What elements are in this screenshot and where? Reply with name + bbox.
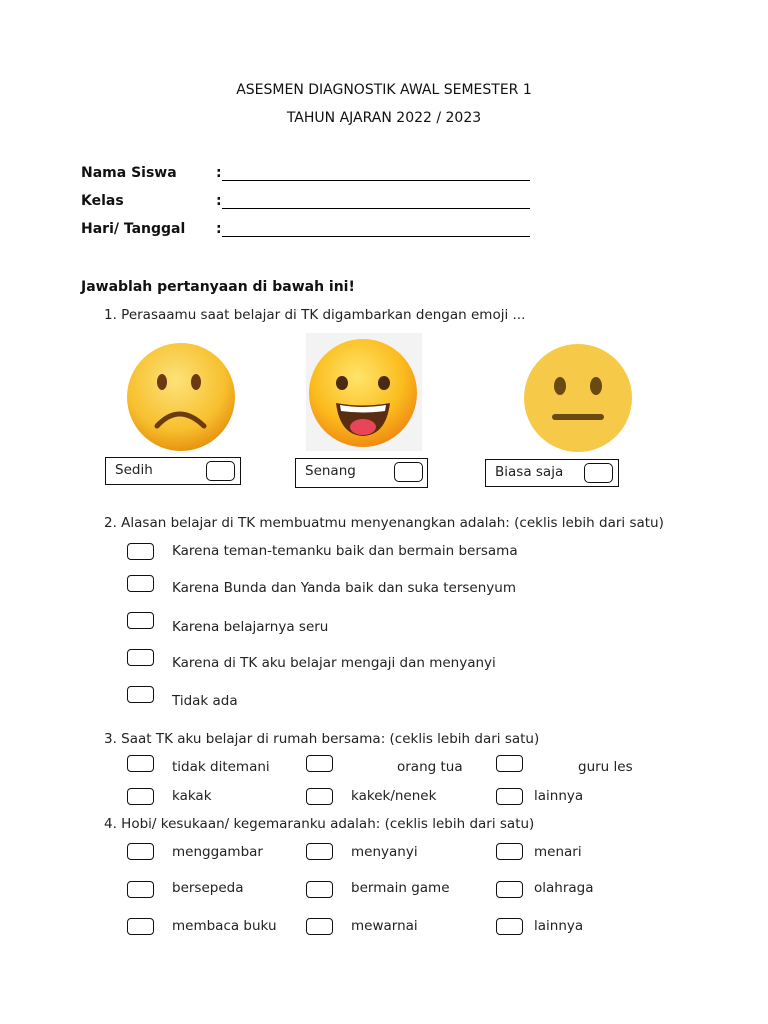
field-label-kelas: Kelas [81, 193, 124, 209]
question-3: 3. Saat TK aku belajar di rumah bersama: (ceklis lebih dari satu) [104, 731, 540, 747]
q4-option-9: lainnya [534, 918, 584, 934]
checkbox-q4-3[interactable] [496, 843, 523, 860]
field-colon-nama: : [216, 165, 222, 181]
instructions: Jawablah pertanyaan di bawah ini! [81, 279, 355, 295]
question-4: 4. Hobi/ kesukaan/ kegemaranku adalah: (ceklis lebih dari satu) [104, 816, 535, 832]
option-senang[interactable] [295, 458, 428, 488]
q2-option-2: Karena Bunda dan Yanda baik dan suka tersenyum [172, 580, 516, 596]
field-colon-kelas: : [216, 193, 222, 209]
checkbox-q3-3[interactable] [496, 755, 523, 772]
option-biasa-saja-label: Biasa saja [495, 464, 564, 480]
page-subtitle: TAHUN AJARAN 2022 / 2023 [286, 110, 482, 126]
page-title: ASESMEN DIAGNOSTIK AWAL SEMESTER 1 [236, 82, 532, 98]
checkbox-q2-5[interactable] [127, 686, 154, 703]
kelas-input-line[interactable] [222, 208, 530, 209]
checkbox-q3-6[interactable] [496, 788, 523, 805]
checkbox-q2-3[interactable] [127, 612, 154, 629]
q4-option-8: mewarnai [351, 918, 418, 934]
q4-option-6: olahraga [534, 880, 594, 896]
q3-option-3: guru les [578, 759, 633, 775]
q4-option-1: menggambar [172, 844, 263, 860]
q2-option-1: Karena teman-temanku baik dan bermain bersama [172, 543, 518, 559]
q3-option-6: lainnya [534, 788, 584, 804]
field-label-nama: Nama Siswa [81, 165, 177, 181]
checkbox-q4-2[interactable] [306, 843, 333, 860]
option-sedih[interactable] [105, 457, 241, 485]
q4-option-7: membaca buku [172, 918, 277, 934]
checkbox-q2-1[interactable] [127, 543, 154, 560]
q4-option-4: bersepeda [172, 880, 244, 896]
checkbox-q2-2[interactable] [127, 575, 154, 592]
checkbox-q3-5[interactable] [306, 788, 333, 805]
checkbox-q3-1[interactable] [127, 755, 154, 772]
checkbox-q4-6[interactable] [496, 881, 523, 898]
checkbox-biasa-saja[interactable] [584, 463, 613, 483]
question-2: 2. Alasan belajar di TK membuatmu menyenangkan adalah: (ceklis lebih dari satu) [104, 515, 664, 531]
checkbox-q4-9[interactable] [496, 918, 523, 935]
checkbox-q4-1[interactable] [127, 843, 154, 860]
option-biasa-saja[interactable] [485, 459, 619, 487]
checkbox-sedih[interactable] [206, 461, 235, 481]
q3-option-4: kakak [172, 788, 212, 804]
q4-option-5: bermain game [351, 880, 450, 896]
q3-option-2: orang tua [397, 759, 463, 775]
checkbox-senang[interactable] [394, 462, 423, 482]
option-sedih-label: Sedih [115, 462, 153, 478]
q2-option-4: Karena di TK aku belajar mengaji dan menyanyi [172, 655, 496, 671]
q4-option-3: menari [534, 844, 582, 860]
q3-option-1: tidak ditemani [172, 759, 270, 775]
q3-option-5: kakek/nenek [351, 788, 437, 804]
q4-option-2: menyanyi [351, 844, 418, 860]
tanggal-input-line[interactable] [222, 236, 530, 237]
checkbox-q3-4[interactable] [127, 788, 154, 805]
checkbox-q4-8[interactable] [306, 918, 333, 935]
checkbox-q2-4[interactable] [127, 649, 154, 666]
neutral-face-icon [522, 342, 634, 454]
happy-face-icon [306, 333, 422, 451]
option-senang-label: Senang [305, 463, 356, 479]
checkbox-q4-5[interactable] [306, 881, 333, 898]
checkbox-q4-4[interactable] [127, 881, 154, 898]
checkbox-q4-7[interactable] [127, 918, 154, 935]
q2-option-3: Karena belajarnya seru [172, 619, 329, 635]
sad-face-icon [124, 340, 238, 454]
nama-input-line[interactable] [222, 180, 530, 181]
checkbox-q3-2[interactable] [306, 755, 333, 772]
question-1: 1. Perasaamu saat belajar di TK digambarkan dengan emoji ... [104, 307, 526, 323]
field-colon-tanggal: : [216, 221, 222, 237]
field-label-tanggal: Hari/ Tanggal [81, 221, 186, 237]
q2-option-5: Tidak ada [172, 693, 238, 709]
